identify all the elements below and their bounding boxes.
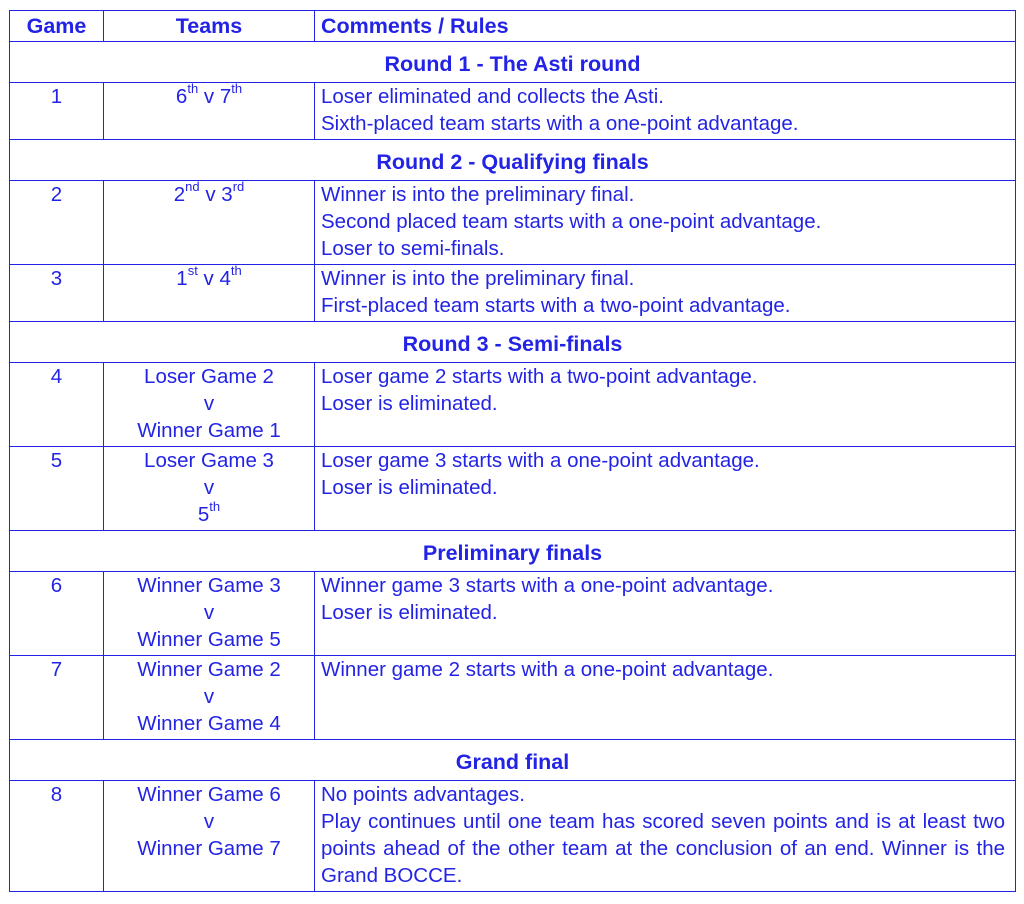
comment-line: Winner game 3 starts with a one-point advantage.	[321, 574, 774, 597]
comments-cell	[315, 656, 1016, 740]
comment-line: Play continues until one team has scored seven points and is at least two points ahead of the other team at the conclusion of an end. Winner is the Grand BOCCE.	[321, 810, 1005, 887]
teams-line: Winner Game 6	[137, 783, 281, 806]
team-a: 1	[176, 267, 188, 290]
team-b-ordinal: th	[231, 81, 243, 97]
game-row	[10, 265, 1016, 322]
comment-line: Loser eliminated and collects the Asti.	[321, 85, 664, 108]
comments-cell	[315, 572, 1016, 656]
comments-cell	[315, 83, 1016, 140]
team-b-ordinal: th	[230, 263, 242, 279]
team-b: 7	[219, 85, 232, 108]
teams-line: v	[203, 685, 215, 708]
game-number: 4	[10, 363, 104, 447]
game-number: 6	[10, 572, 104, 656]
round-heading-row	[10, 140, 1016, 181]
game-number: 2	[10, 181, 104, 265]
game-row	[10, 656, 1016, 740]
versus: v	[197, 267, 220, 290]
teams-line: v	[203, 392, 215, 415]
teams-line: Winner Game 4	[137, 712, 281, 735]
round-title: Preliminary finals	[10, 531, 1016, 572]
teams-cell	[104, 781, 315, 892]
game-number: 8	[10, 781, 104, 892]
game-row	[10, 781, 1016, 892]
comment-line: Winner game 2 starts with a one-point advantage.	[321, 658, 774, 681]
comment-line: Loser game 2 starts with a two-point advantage.	[321, 365, 758, 388]
header-row	[10, 11, 1016, 42]
comment-line: No points advantages.	[321, 783, 525, 806]
finals-rules-table	[9, 10, 1016, 892]
teams-line: v	[203, 601, 215, 624]
comment-line: Sixth-placed team starts with a one-point advantage.	[321, 112, 799, 135]
team-place: 5	[197, 503, 210, 526]
team-place-ordinal: th	[209, 499, 221, 515]
round-title: Round 2 - Qualifying finals	[10, 140, 1016, 181]
versus: v	[198, 85, 220, 108]
header-teams: Teams	[104, 11, 315, 42]
teams-line: Winner Game 2	[137, 658, 281, 681]
teams-cell	[104, 447, 315, 531]
round-heading-row	[10, 531, 1016, 572]
game-row	[10, 572, 1016, 656]
game-row	[10, 181, 1016, 265]
round-heading-row	[10, 740, 1016, 781]
game-number: 1	[10, 83, 104, 140]
game-row	[10, 447, 1016, 531]
round-title: Grand final	[10, 740, 1016, 781]
teams-cell	[104, 363, 315, 447]
team-a-ordinal: th	[187, 81, 199, 97]
teams-cell	[104, 656, 315, 740]
team-b-ordinal: rd	[232, 179, 245, 195]
comment-line: First-placed team starts with a two-point advantage.	[321, 294, 791, 317]
round-heading-row	[10, 322, 1016, 363]
comment-line: Winner is into the preliminary final.	[321, 267, 635, 290]
comment-line: Loser is eliminated.	[321, 601, 498, 624]
team-b: 4	[219, 267, 231, 290]
comments-cell	[315, 265, 1016, 322]
comments-cell	[315, 447, 1016, 531]
teams-cell	[104, 83, 315, 140]
teams-cell	[104, 181, 315, 265]
comments-cell	[315, 181, 1016, 265]
round-title: Round 3 - Semi-finals	[10, 322, 1016, 363]
comment-line: Loser is eliminated.	[321, 476, 498, 499]
round-title: Round 1 - The Asti round	[10, 42, 1016, 83]
comments-cell	[315, 781, 1016, 892]
teams-cell	[104, 265, 315, 322]
teams-line: Loser Game 2	[144, 365, 274, 388]
game-row	[10, 363, 1016, 447]
comment-line: Loser to semi-finals.	[321, 237, 505, 260]
game-number: 3	[10, 265, 104, 322]
teams-line-last	[110, 501, 308, 528]
versus: v	[199, 183, 222, 206]
teams-line: Winner Game 5	[137, 628, 281, 651]
team-b: 3	[221, 183, 233, 206]
teams-line: v	[203, 810, 215, 833]
teams-cell	[104, 572, 315, 656]
team-a: 6	[175, 85, 188, 108]
teams-line: v	[203, 476, 215, 499]
teams-line: Winner Game 1	[137, 419, 281, 442]
teams-line: Winner Game 3	[137, 574, 281, 597]
game-number: 7	[10, 656, 104, 740]
comment-line: Winner is into the preliminary final.	[321, 183, 635, 206]
comment-line: Loser game 3 starts with a one-point advantage.	[321, 449, 760, 472]
teams-line: Winner Game 7	[137, 837, 281, 860]
comments-cell	[315, 363, 1016, 447]
comment-line: Second placed team starts with a one-point advantage.	[321, 210, 822, 233]
team-a: 2	[173, 183, 186, 206]
teams-line: Loser Game 3	[144, 449, 274, 472]
team-a-ordinal: nd	[185, 179, 200, 195]
game-number: 5	[10, 447, 104, 531]
team-a-ordinal: st	[187, 263, 198, 279]
comment-line: Loser is eliminated.	[321, 392, 498, 415]
game-row	[10, 83, 1016, 140]
round-heading-row	[10, 42, 1016, 83]
header-game: Game	[10, 11, 104, 42]
header-comments: Comments / Rules	[315, 11, 1016, 42]
